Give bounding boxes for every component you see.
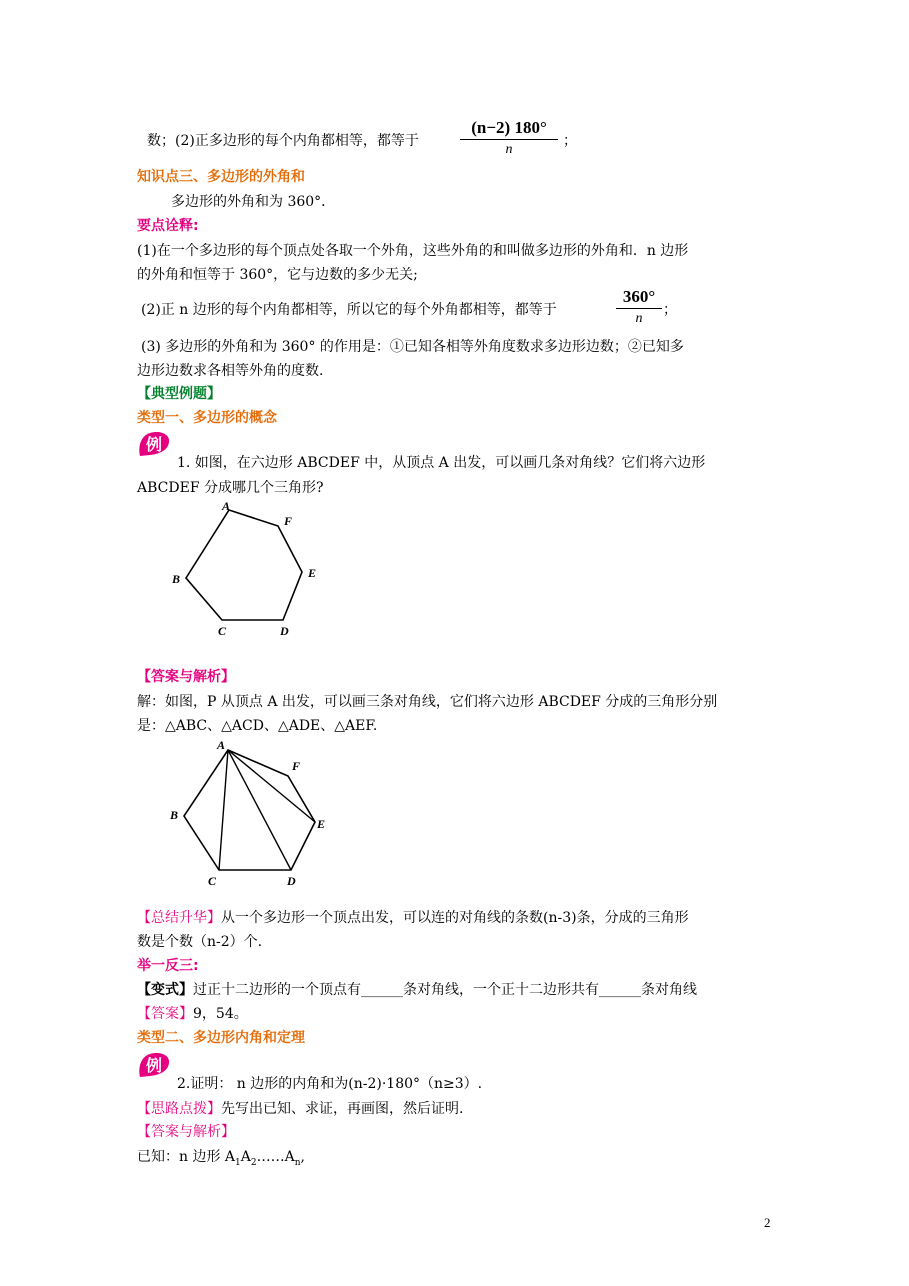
label2-F: F [292, 759, 301, 773]
variant-text: 过正十二边形的一个顶点有______条对角线，一个正十二边形共有______条对角线 [193, 982, 697, 998]
variant-label: 【变式】 [137, 982, 193, 998]
given-sub2: 2 [250, 1157, 257, 1168]
label2-A: A [217, 738, 226, 752]
given-prefix: 已知：n 边形 A [137, 1149, 236, 1165]
fraction-interior-angle [460, 118, 558, 159]
summary-line-b: 数是个数（n-2）个. [137, 934, 263, 950]
hint-label: 【思路点拨】 [137, 1101, 221, 1117]
line1-end: ； [563, 133, 577, 149]
key3-line-b: 边形边数求各相等外角的度数. [137, 363, 324, 379]
hint-line [137, 1099, 463, 1119]
example-badge-icon [136, 430, 172, 458]
fraction2-bar [616, 308, 662, 309]
examples-heading: 【典型例题】 [137, 386, 221, 402]
given-sub1: 1 [235, 1157, 241, 1168]
answer-text: 9，54。 [193, 1006, 248, 1022]
diagonal-AD [228, 750, 291, 870]
solution1-line-b: 是：△ABC、△ACD、△ADE、△AEF. [137, 718, 378, 734]
key3-line-a: (3) 多边形的外角和为 360° 的作用是：①已知各相等外角度数求多边形边数；②已知多 [141, 339, 684, 355]
example-badge-text: 例 [145, 435, 163, 454]
summary-text-a: 从一个多边形一个顶点出发，可以连的对角线的条数(n-3)条，分成的三角形 [221, 910, 689, 926]
question1-line-a: 1. 如图，在六边形 ABCDEF 中，从顶点 A 出发，可以画几条对角线？它们将六边形 [177, 455, 706, 471]
type1-heading: 类型一、多边形的概念 [137, 410, 277, 426]
answer-label: 【答案】 [137, 1006, 193, 1022]
label2-D: D [287, 874, 296, 888]
label2-E: E [317, 817, 326, 831]
diagonal-AC [219, 750, 228, 870]
summary-line-a [137, 908, 689, 928]
given-dots: ……A [256, 1149, 295, 1165]
type2-heading: 类型二、多边形内角和定理 [137, 1030, 305, 1046]
key-points-heading: 要点诠释: [137, 218, 199, 234]
diagonal-AE [228, 750, 315, 822]
question2: 2.证明： n 边形的内角和为(n-2)·180°（n≥3）. [177, 1076, 483, 1092]
answer1-label: 【答案与解析】 [137, 669, 235, 685]
label-B: B [172, 572, 181, 586]
label2-B: B [170, 808, 179, 822]
answer-line [137, 1004, 248, 1024]
hexagon-diagonals-figure [165, 736, 340, 892]
fraction2-denominator: n [635, 311, 643, 326]
practice-heading: 举一反三: [137, 958, 199, 974]
given-mid: A [240, 1149, 251, 1165]
given-line [137, 1147, 305, 1173]
example-badge-2-text: 例 [145, 1056, 163, 1075]
fraction-exterior-angle [616, 287, 662, 328]
example-badge-2-icon [136, 1051, 172, 1079]
fraction-denominator: n [505, 142, 513, 157]
line1-text: 数；(2)正多边形的每个内角都相等，都等于 [147, 133, 419, 149]
key2-end: ； [663, 302, 677, 318]
label-F: F [284, 514, 293, 528]
label-D: D [280, 624, 289, 638]
hexagon-figure [165, 496, 335, 642]
variant-line [137, 980, 697, 1000]
label-E: E [308, 566, 317, 580]
solution1-line-a: 解：如图，P 从顶点 A 出发，可以画三条对角线，它们将六边形 ABCDEF 分成的三角形分别 [137, 694, 718, 710]
kp3-text: 多边形的外角和为 360°． [171, 194, 336, 210]
summary-label: 【总结升华】 [137, 910, 221, 926]
line-interior-angle [147, 131, 419, 151]
label2-C: C [208, 874, 217, 888]
kp3-heading: 知识点三、多边形的外角和 [137, 169, 305, 185]
fraction-numerator: (n−2) 180° [471, 118, 547, 137]
label-A: A [222, 499, 231, 513]
question1-line-b: ABCDEF 分成哪几个三角形? [137, 480, 324, 496]
fraction2-numerator: 360° [622, 287, 656, 306]
fraction-bar [460, 139, 558, 140]
page-number: 2 [764, 1215, 771, 1230]
answer2-label: 【答案与解析】 [137, 1124, 235, 1140]
key1-line-b: 的外角和恒等于 360°，它与边数的多少无关; [137, 267, 418, 283]
key1-line-a: (1)在一个多边形的每个顶点处各取一个外角，这些外角的和叫做多边形的外角和．n 边形 [137, 243, 689, 259]
hint-text: 先写出已知、求证，再画图，然后证明. [221, 1101, 464, 1117]
label-C: C [218, 624, 227, 638]
given-subn: n [294, 1157, 301, 1168]
given-end: , [300, 1149, 305, 1165]
key2-text: (2)正 n 边形的每个内角都相等，所以它的每个外角都相等，都等于 [141, 302, 557, 318]
